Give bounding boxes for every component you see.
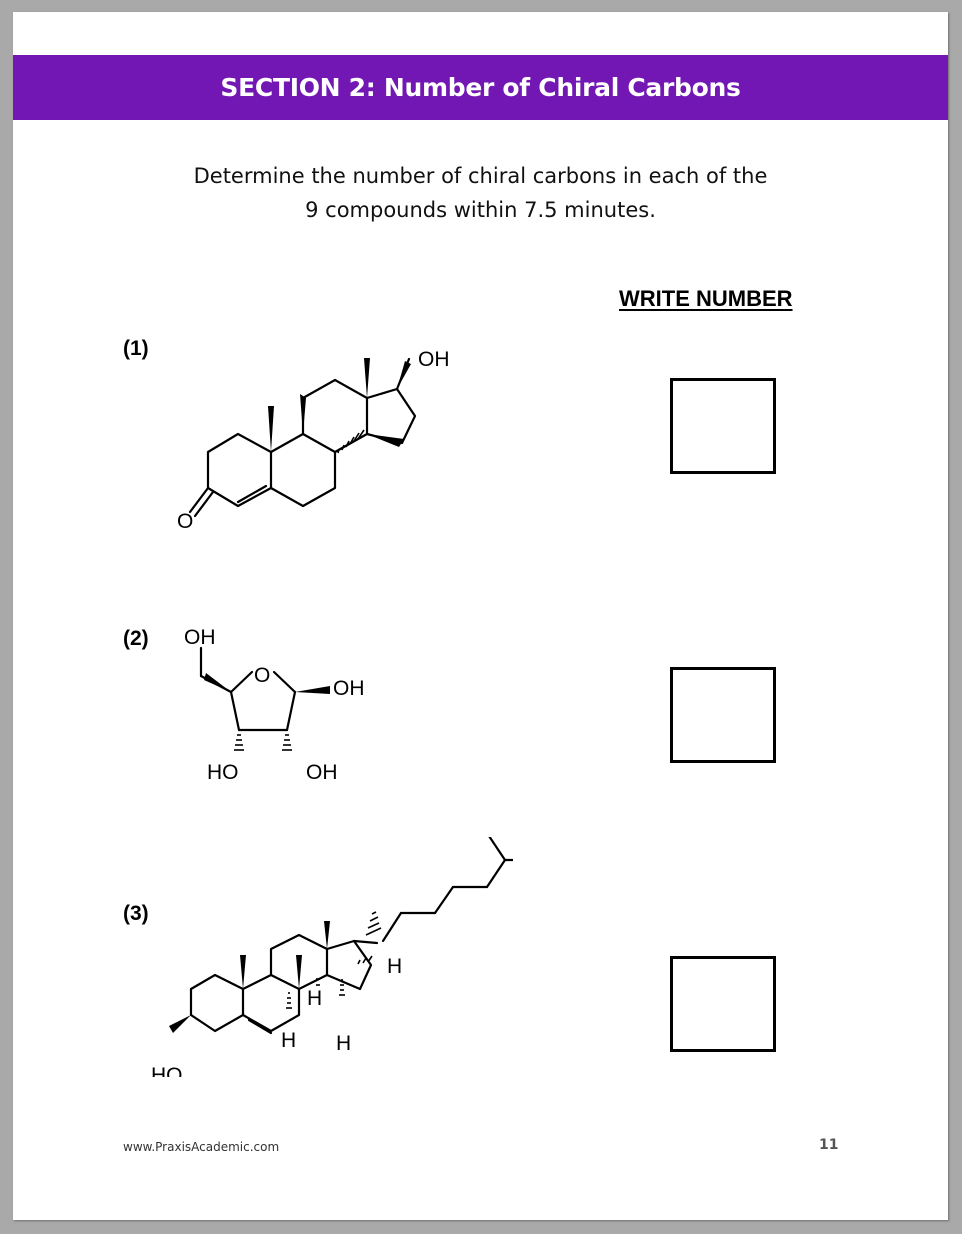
question-2-structure <box>178 602 398 787</box>
write-number-heading: WRITE NUMBER <box>619 286 793 311</box>
question-2-number: (2) <box>123 627 149 650</box>
question-3-structure <box>133 837 513 1082</box>
question-3-number: (3) <box>123 902 149 925</box>
footer-url: www.PraxisAcademic.com <box>123 1140 280 1154</box>
q2-ring-o-label: O <box>254 664 271 687</box>
q2-oh-top-label: OH <box>184 626 216 649</box>
section-title: SECTION 2: Number of Chiral Carbons <box>220 73 741 102</box>
question-1-structure <box>153 332 473 537</box>
answer-box-2[interactable] <box>670 667 776 763</box>
answer-box-1[interactable] <box>670 378 776 474</box>
q3-ho-label: HO <box>151 1064 183 1077</box>
instructions-line-2: 9 compounds within 7.5 minutes. <box>305 198 656 222</box>
q1-oh-label: OH <box>418 348 450 371</box>
question-1-number: (1) <box>123 337 149 360</box>
page-number: 11 <box>819 1137 839 1153</box>
instructions <box>13 159 948 227</box>
q3-h-label-1: H <box>281 1029 297 1052</box>
q3-h-label-3: H <box>336 1032 352 1055</box>
q2-oh-bottom-label: OH <box>306 761 338 782</box>
q2-oh-right-label: OH <box>333 677 365 700</box>
worksheet-page <box>13 12 948 1220</box>
q3-h-label-2: H <box>307 987 323 1010</box>
instructions-line-1: Determine the number of chiral carbons in each of the <box>193 164 768 188</box>
q2-ho-bottom-label: HO <box>207 761 239 782</box>
section-header <box>13 55 948 120</box>
q3-h-label-4: H <box>387 955 403 978</box>
answer-box-3[interactable] <box>670 956 776 1052</box>
q1-o-label: O <box>177 510 194 532</box>
